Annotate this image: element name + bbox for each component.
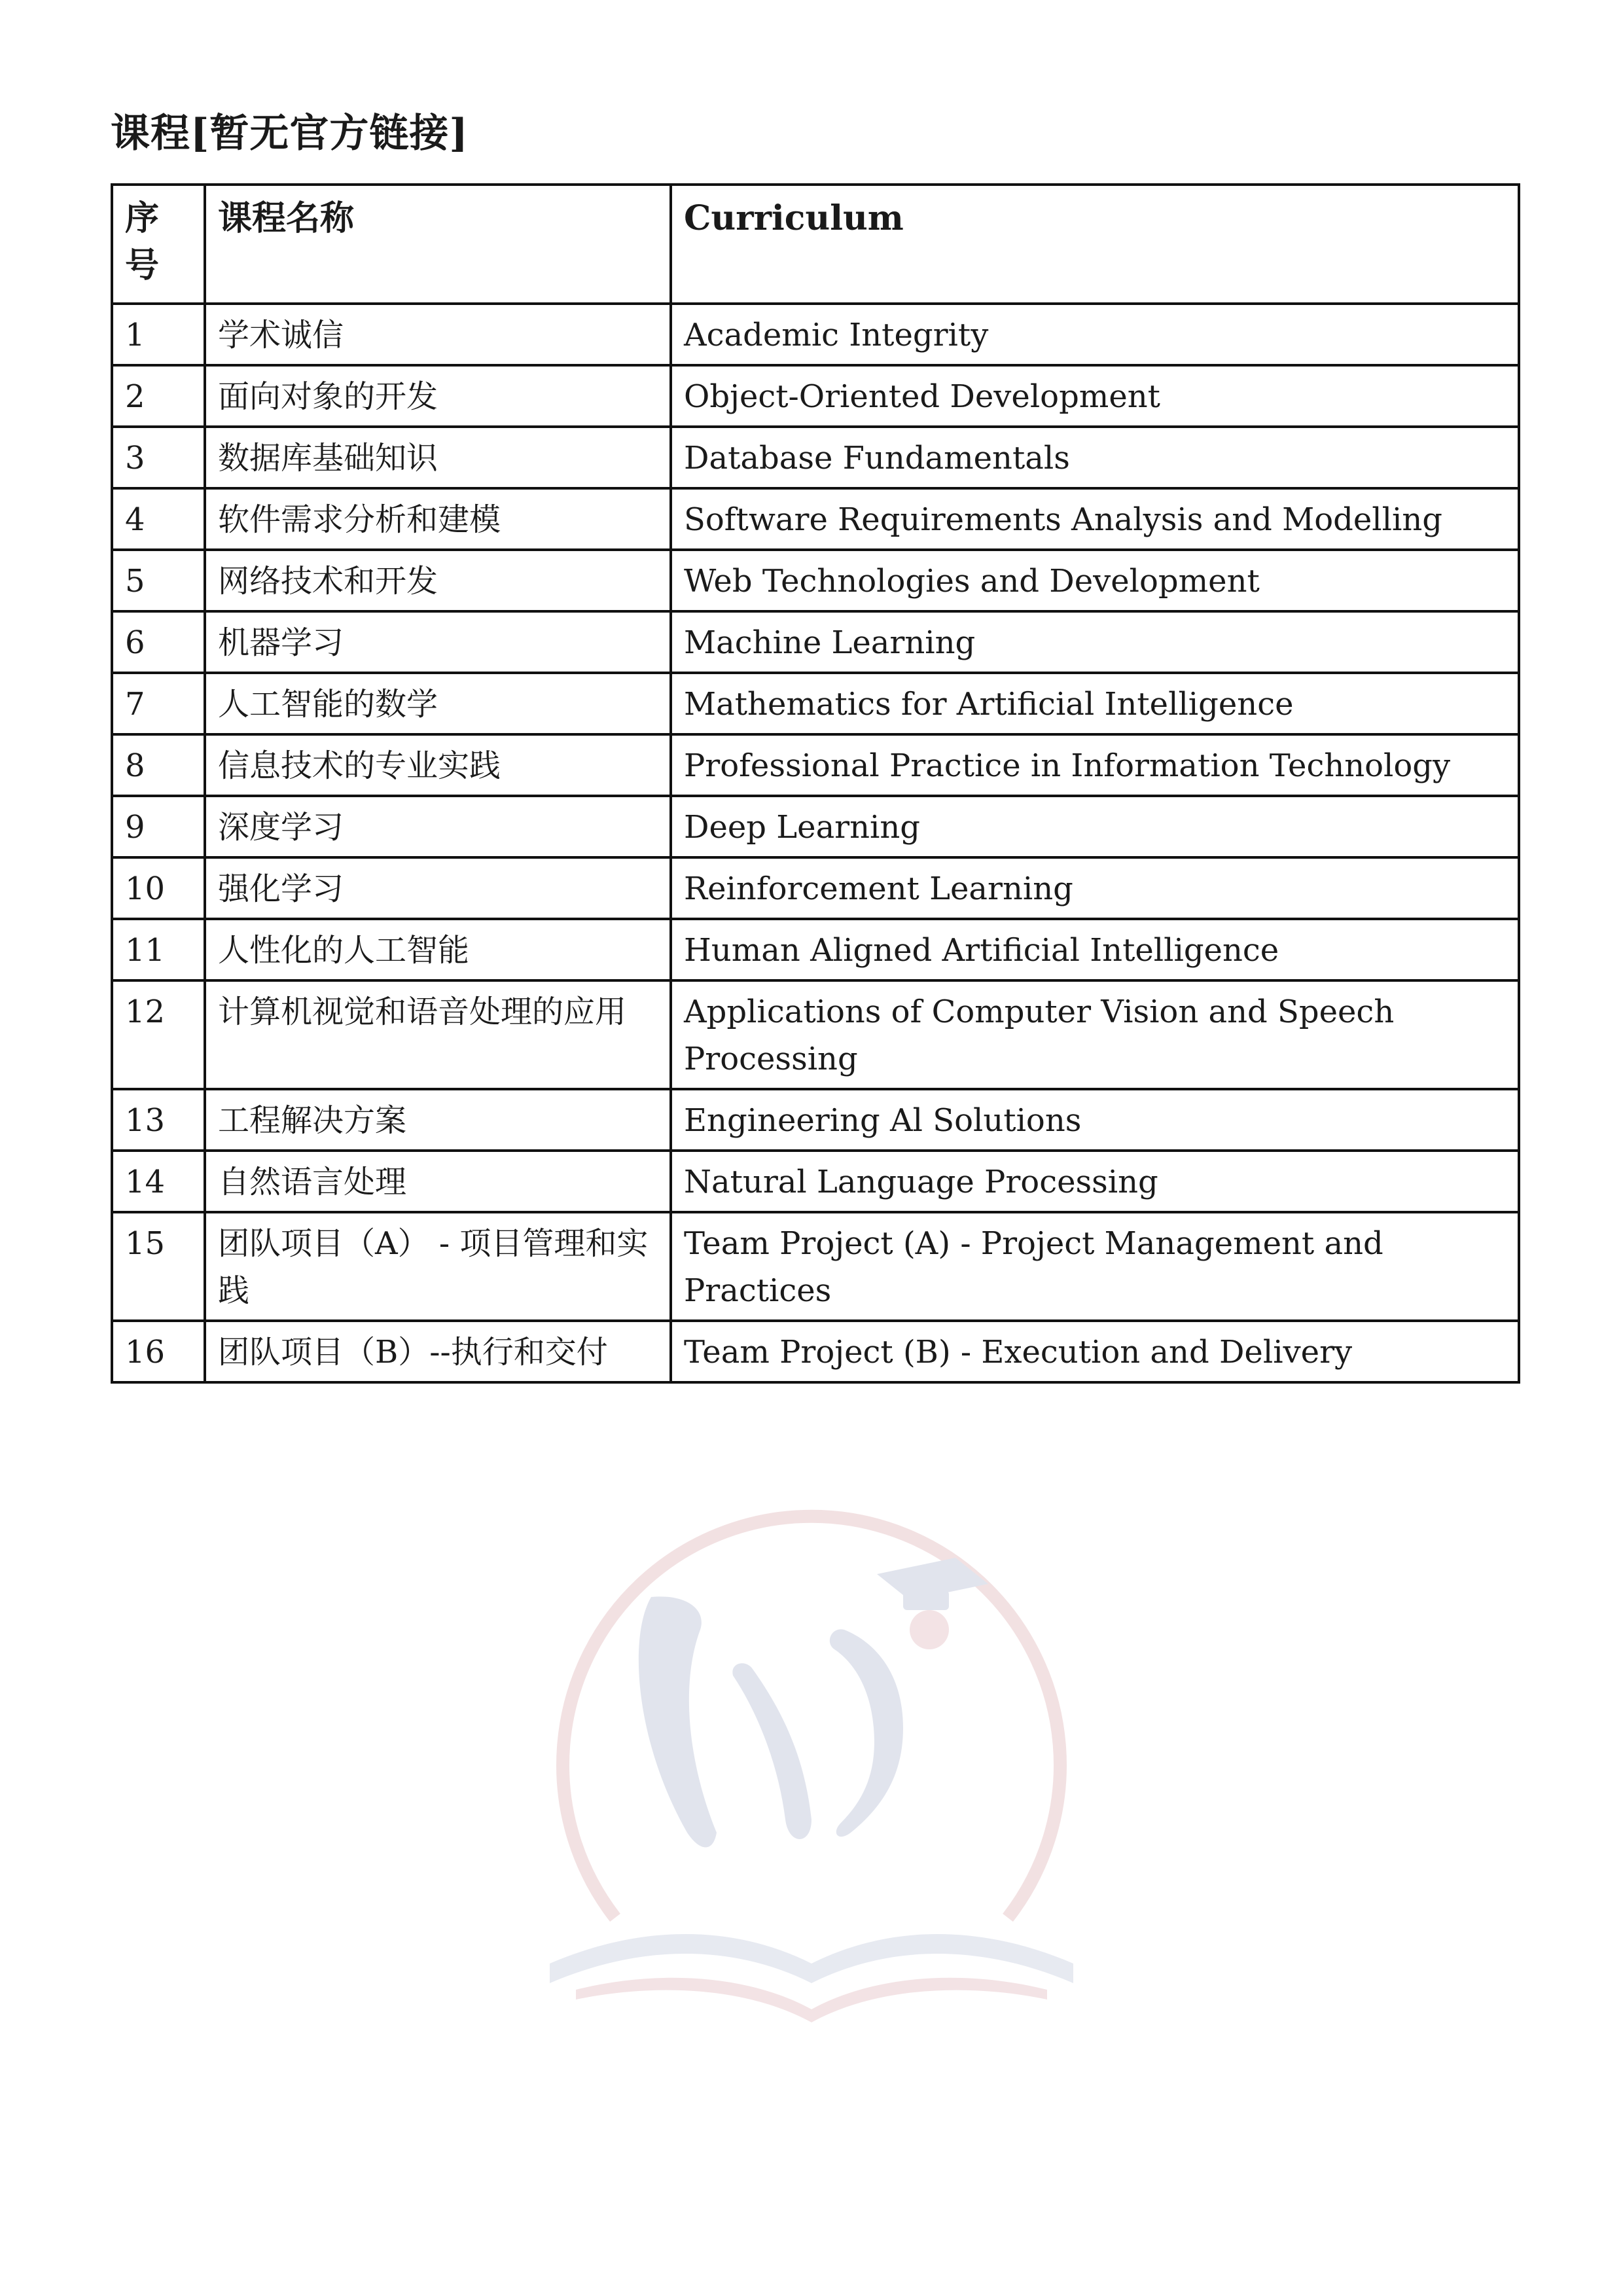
row-course-cn: 工程解决方案 bbox=[205, 1089, 671, 1151]
table-row bbox=[112, 611, 1519, 673]
table-row bbox=[112, 734, 1519, 796]
row-course-en: Natural Language Processing bbox=[671, 1151, 1519, 1212]
logo-ring bbox=[563, 1516, 1060, 1918]
education-logo-icon bbox=[537, 1466, 1086, 2029]
logo-left-stroke bbox=[639, 1596, 717, 1847]
row-course-en: Mathematics for Artificial Intelligence bbox=[671, 673, 1519, 734]
logo-figure-body bbox=[830, 1629, 903, 1837]
row-course-cn: 面向对象的开发 bbox=[205, 365, 671, 427]
row-course-cn: 机器学习 bbox=[205, 611, 671, 673]
row-number: 8 bbox=[112, 734, 205, 796]
table-row bbox=[112, 550, 1519, 611]
table-header-row bbox=[112, 185, 1519, 304]
row-number: 14 bbox=[112, 1151, 205, 1212]
table-row bbox=[112, 1321, 1519, 1382]
row-course-cn: 计算机视觉和语音处理的应用 bbox=[205, 980, 671, 1089]
row-course-en: Web Technologies and Development bbox=[671, 550, 1519, 611]
row-course-en: Engineering Al Solutions bbox=[671, 1089, 1519, 1151]
row-course-cn: 团队项目（B）--执行和交付 bbox=[205, 1321, 671, 1382]
page-title: 课程[暂无官方链接] bbox=[111, 111, 469, 156]
row-number: 16 bbox=[112, 1321, 205, 1382]
row-course-cn: 强化学习 bbox=[205, 857, 671, 919]
table-row bbox=[112, 980, 1519, 1089]
header-course-name-cn: 课程名称 bbox=[205, 185, 671, 304]
curriculum-table bbox=[111, 183, 1520, 1384]
row-number: 2 bbox=[112, 365, 205, 427]
row-number: 13 bbox=[112, 1089, 205, 1151]
row-course-en: Machine Learning bbox=[671, 611, 1519, 673]
row-number: 11 bbox=[112, 919, 205, 980]
row-course-en: Academic Integrity bbox=[671, 304, 1519, 365]
row-course-en: Deep Learning bbox=[671, 796, 1519, 857]
table-row bbox=[112, 1089, 1519, 1151]
logo-book-base bbox=[576, 1978, 1047, 2022]
logo-book-right bbox=[812, 1934, 1073, 1983]
header-curriculum-en: Curriculum bbox=[671, 185, 1519, 304]
row-number: 7 bbox=[112, 673, 205, 734]
row-course-en: Team Project (B) - Execution and Delivery bbox=[671, 1321, 1519, 1382]
row-course-en: Database Fundamentals bbox=[671, 427, 1519, 488]
row-number: 5 bbox=[112, 550, 205, 611]
table-row bbox=[112, 427, 1519, 488]
row-number: 6 bbox=[112, 611, 205, 673]
row-course-cn: 软件需求分析和建模 bbox=[205, 488, 671, 550]
row-course-cn: 人工智能的数学 bbox=[205, 673, 671, 734]
row-number: 15 bbox=[112, 1212, 205, 1321]
table-row bbox=[112, 673, 1519, 734]
table-row bbox=[112, 365, 1519, 427]
table-row bbox=[112, 1212, 1519, 1321]
row-number: 9 bbox=[112, 796, 205, 857]
table-row bbox=[112, 304, 1519, 365]
row-course-cn: 人性化的人工智能 bbox=[205, 919, 671, 980]
row-number: 3 bbox=[112, 427, 205, 488]
logo-middle-stroke bbox=[732, 1663, 812, 1839]
row-course-en: Reinforcement Learning bbox=[671, 857, 1519, 919]
row-course-en: Human Aligned Artificial Intelligence bbox=[671, 919, 1519, 980]
row-number: 12 bbox=[112, 980, 205, 1089]
row-course-en: Software Requirements Analysis and Modelling bbox=[671, 488, 1519, 550]
row-course-cn: 自然语言处理 bbox=[205, 1151, 671, 1212]
table-row bbox=[112, 796, 1519, 857]
table-row bbox=[112, 488, 1519, 550]
table-row bbox=[112, 919, 1519, 980]
header-number: 序号 bbox=[112, 185, 205, 304]
row-course-en: Applications of Computer Vision and Speech Processing bbox=[671, 980, 1519, 1089]
row-course-en: Professional Practice in Information Technology bbox=[671, 734, 1519, 796]
row-course-cn: 学术诚信 bbox=[205, 304, 671, 365]
table-row bbox=[112, 857, 1519, 919]
row-course-cn: 数据库基础知识 bbox=[205, 427, 671, 488]
row-number: 4 bbox=[112, 488, 205, 550]
row-number: 10 bbox=[112, 857, 205, 919]
row-number: 1 bbox=[112, 304, 205, 365]
table-row bbox=[112, 1151, 1519, 1212]
row-course-en: Team Project (A) - Project Management and Practices bbox=[671, 1212, 1519, 1321]
row-course-cn: 团队项目（A） - 项目管理和实践 bbox=[205, 1212, 671, 1321]
row-course-cn: 网络技术和开发 bbox=[205, 550, 671, 611]
row-course-cn: 深度学习 bbox=[205, 796, 671, 857]
row-course-en: Object-Oriented Development bbox=[671, 365, 1519, 427]
row-course-cn: 信息技术的专业实践 bbox=[205, 734, 671, 796]
logo-book-left bbox=[550, 1934, 812, 1983]
